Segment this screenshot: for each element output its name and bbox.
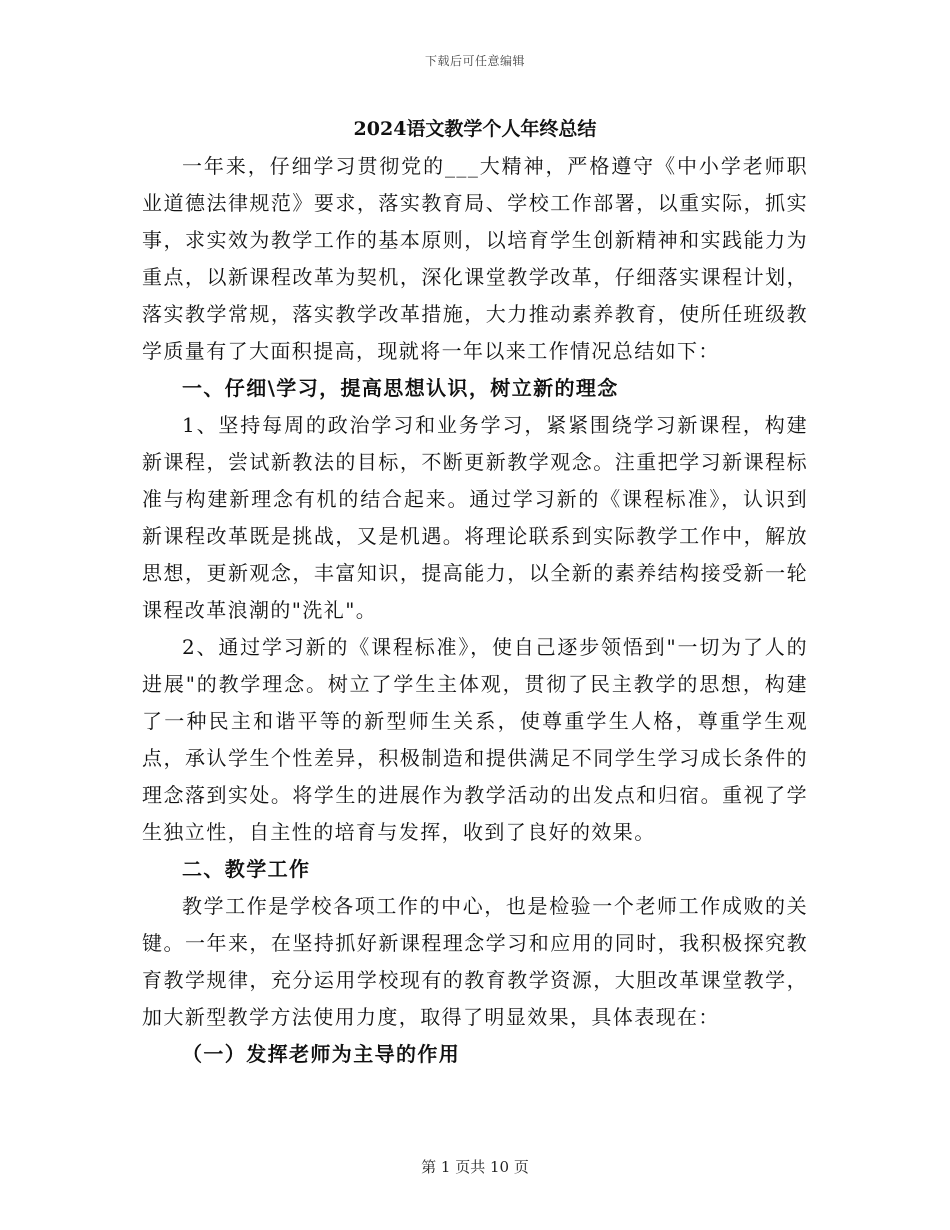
document-body <box>142 112 808 1073</box>
subsection-1-heading: （一）发挥老师为主导的作用 <box>182 1042 461 1066</box>
download-note: 下载后可任意编辑 <box>424 54 525 68</box>
document-title: 2024语文教学个人年终总结 <box>353 118 597 140</box>
intro-paragraph: 一年来，仔细学习贯彻党的___大精神，严格遵守《中小学老师职业道德法律规范》要求，落实教育局、学校工作部署，以重实际，抓实事，求实效为教学工作的基本原则，以培育学生创新精神和实践能力为重点，以新课程改革为契机，深化课堂教学改革，仔细落实课程计划，落实教学常规，落实教学改革措施，大力推动素养教育，使所任班级教学质量有了大面积提高，现就将一年以来工作情况总结如下： <box>142 154 808 363</box>
section-2-heading: 二、教学工作 <box>182 857 311 881</box>
section-1-heading: 一、仔细\学习，提高思想认识，树立新的理念 <box>182 376 619 400</box>
page-number: 第 1 页共 10 页 <box>421 1158 529 1176</box>
section-1-paragraph-2: 2、通过学习新的《课程标准》，使自己逐步领悟到"一切为了人的进展"的教学理念。树立了学生主体观，贯彻了民主教学的思想，构建了一种民主和谐平等的新型师生关系，使尊重学生人格，尊重学生观点，承认学生个性差异，积极制造和提供满足不同学生学习成长条件的理念落到实处。将学生的进展作为教学活动的出发点和归宿。重视了学生独立性，自主性的培育与发挥，收到了良好的效果。 <box>142 635 808 844</box>
section-1-paragraph-1: 1、坚持每周的政治学习和业务学习，紧紧围绕学习新课程，构建新课程，尝试新教法的目标，不断更新教学观念。注重把学习新课程标准与构建新理念有机的结合起来。通过学习新的《课程标准》，认识到新课程改革既是挑战，又是机遇。将理论联系到实际教学工作中，解放思想，更新观念，丰富知识，提高能力，以全新的素养结构接受新一轮课程改革浪潮的"洗礼"。 <box>142 413 808 622</box>
section-2-paragraph-1: 教学工作是学校各项工作的中心，也是检验一个老师工作成败的关键。一年来，在坚持抓好新课程理念学习和应用的同时，我积极探究教育教学规律，充分运用学校现有的教育教学资源，大胆改革课堂教学，加大新型教学方法使用力度，取得了明显效果，具体表现在： <box>142 894 808 1029</box>
